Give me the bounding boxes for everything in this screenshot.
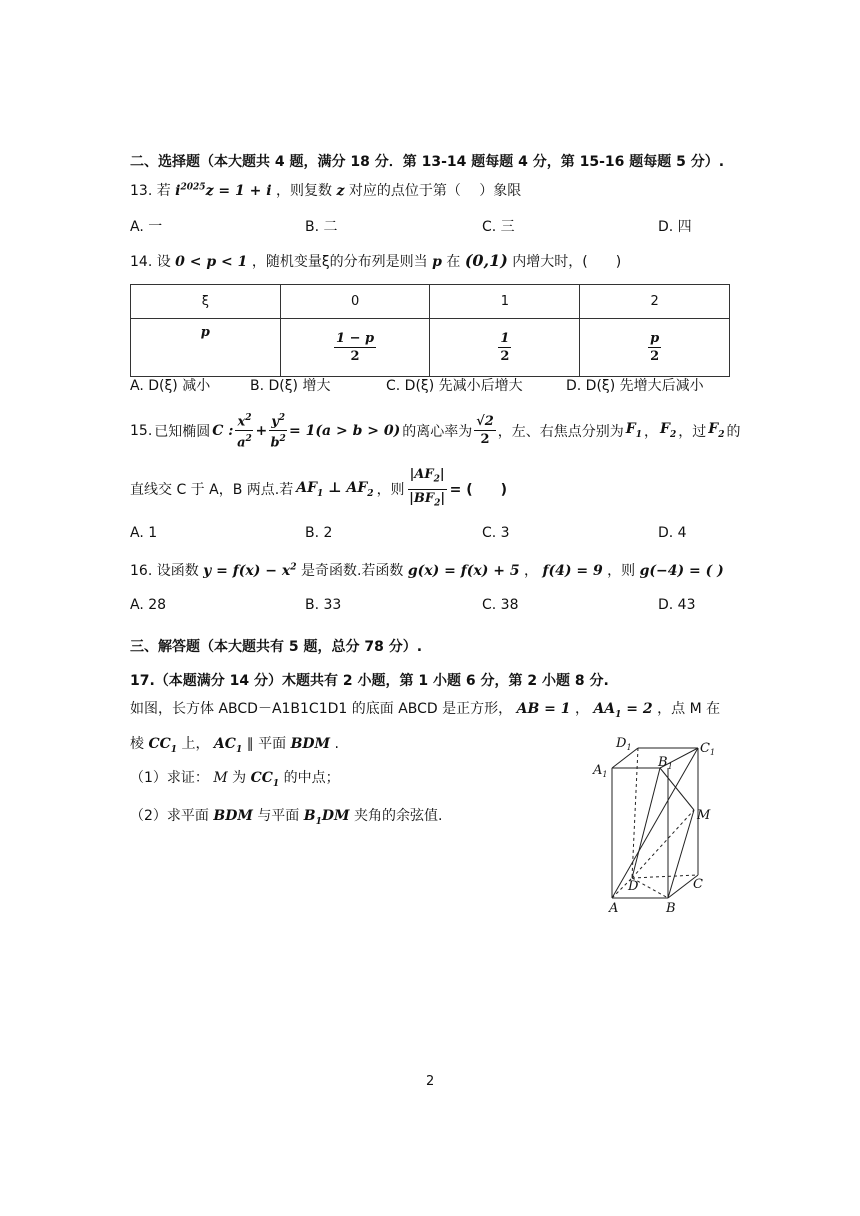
- q17-text: 棱: [130, 736, 144, 752]
- q14-option-c: C. D(ξ) 先减小后增大: [386, 378, 523, 394]
- q15-text: 直线交 C 于 A，B 两点.若: [130, 482, 294, 499]
- q15-text: ，则: [376, 482, 405, 499]
- q17-text: ，点 M 在: [657, 701, 721, 717]
- q16-text: 设函数: [156, 563, 199, 579]
- table-header-cell: 1: [430, 285, 580, 319]
- q15-plus: +: [255, 422, 268, 439]
- q15-line2: [130, 466, 507, 512]
- fraction-denominator: 2: [350, 349, 360, 364]
- page-number: 2: [426, 1074, 435, 1089]
- q16-number: 16.: [130, 563, 153, 579]
- q15-comma: ，: [644, 423, 659, 440]
- label-c1: $C_1$: [700, 741, 716, 757]
- q16-g-def: g(x) = f(x) + 5: [407, 563, 520, 579]
- q17-line1: [130, 698, 720, 720]
- q14-number: 14.: [130, 254, 153, 270]
- q15-focus-f2: $F_2$: [708, 421, 725, 441]
- q17-ac1: $AC_1$: [213, 736, 243, 755]
- section3-heading: 三、解答题（本大题共有 5 题，总分 78 分）.: [130, 639, 423, 655]
- section2-heading: 二、选择题（本大题共 4 题，满分 18 分．第 13-14 题每题 4 分，第 15-16 题每题 5 分）.: [130, 154, 725, 170]
- label-a1: $A_1$: [593, 763, 608, 779]
- q13-option-d: D. 四: [658, 219, 692, 235]
- q16-text: ，则: [607, 563, 636, 579]
- q17-text: （2）求平面: [130, 808, 209, 824]
- q17-b1dm: $B_1DM$: [303, 808, 350, 827]
- table-cell: [280, 319, 430, 377]
- q17-heading: 17.（本题满分 14 分）木题共有 2 小题，第 1 小题 6 分，第 2 小题 8 分.: [130, 673, 609, 689]
- label-d: D: [628, 879, 639, 894]
- table-cell: [580, 319, 730, 377]
- q14-condition: 0 < p < 1: [175, 254, 248, 270]
- q14-text: ，随机变量ξ的分布列是则当: [251, 254, 428, 270]
- q17-text: 的中点；: [283, 770, 340, 786]
- q15-text: 的离心率为: [402, 423, 473, 440]
- fraction-denominator: 2: [500, 349, 510, 364]
- q17-text: 上，: [181, 736, 210, 752]
- table-header-cell: 0: [280, 285, 430, 319]
- table-header-cell: ξ: [131, 285, 281, 319]
- q14-option-b: B. D(ξ) 增大: [250, 378, 331, 394]
- q16-function: $y = f(x) - x^2$: [203, 562, 297, 579]
- q16-stem: [130, 560, 724, 580]
- distribution-table: [130, 284, 730, 377]
- q16-query: g(−4) = ( ): [639, 563, 724, 579]
- q17-text: （1）求证：: [130, 770, 209, 786]
- q17-bdm: BDM: [213, 808, 253, 824]
- q14-var: p: [432, 254, 442, 270]
- fraction-denominator: 2: [650, 349, 660, 364]
- table-row: [131, 285, 730, 319]
- q15-option-d: D. 4: [658, 525, 687, 541]
- q15-perp: $AF_1$ ⊥ $AF_2$: [296, 479, 374, 499]
- fraction-numerator: 1 − p: [336, 331, 375, 346]
- q17-text: ∥ 平面: [246, 736, 287, 752]
- edge-a1d1: [612, 748, 638, 768]
- q14-interval: (0,1): [464, 251, 508, 270]
- q15-frac-y: $\frac{y^2}{b^2}$: [269, 410, 287, 452]
- q14-option-d: D. D(ξ) 先增大后减小: [566, 378, 704, 394]
- q17-text: 为: [232, 770, 247, 786]
- q17-text: 夹角的余弦值.: [353, 808, 443, 824]
- q13-equation: $i^{2025}z = 1 + i$: [175, 182, 272, 199]
- q15-option-a: A. 1: [130, 525, 158, 541]
- q15-equation-rest: = 1(a > b > 0): [289, 422, 401, 439]
- q14-text: 内增大时，( ): [512, 254, 622, 270]
- q17-cc1: $CC_1$: [148, 736, 178, 755]
- q13-stem: [130, 180, 521, 200]
- diagonal-ac1: [612, 748, 698, 898]
- q17-cc1: $CC_1$: [250, 770, 280, 789]
- q15-number: 15.: [130, 422, 153, 439]
- label-b: B: [666, 901, 676, 916]
- q17-line2: [130, 733, 339, 755]
- q13-text: 对应的点位于第（ ）象限: [348, 183, 522, 199]
- q16-text: ，: [524, 563, 539, 579]
- q14-stem: [130, 251, 621, 271]
- q15-eccentricity: $\frac{√2}{2}$: [476, 414, 494, 448]
- q13-var: z: [336, 183, 345, 199]
- q17-part2: [130, 805, 442, 827]
- q17-m: M: [213, 770, 228, 786]
- label-m: M: [697, 808, 711, 823]
- q13-option-c: C. 三: [482, 219, 515, 235]
- q15-option-c: C. 3: [482, 525, 510, 541]
- q15-text: ，左、右焦点分别为: [497, 423, 624, 440]
- q15-focus-f1: $F_1$: [625, 421, 643, 441]
- q15-option-b: B. 2: [305, 525, 333, 541]
- label-c: C: [693, 877, 703, 892]
- q16-option-a: A. 28: [130, 597, 167, 613]
- q15-focus-f2: $F_2$: [660, 421, 677, 441]
- q17-ab: AB = 1: [516, 701, 571, 717]
- table-row: [131, 319, 730, 377]
- q14-text: 在: [446, 254, 461, 270]
- q15-curve-name: C :: [212, 422, 234, 439]
- q16-f4: f(4) = 9: [542, 563, 603, 579]
- q15-text: ，过: [678, 423, 707, 440]
- edge-bm: [668, 810, 694, 898]
- edge-b1m: [660, 768, 694, 810]
- q15-text: 已知椭圆: [154, 423, 211, 440]
- q17-text: 如图，长方体 ABCD－A1B1C1D1 的底面 ABCD 是正方形，: [130, 701, 513, 717]
- label-b1: $B_1$: [658, 755, 673, 771]
- q13-text: 若: [156, 183, 171, 199]
- q15-stem: [130, 410, 740, 452]
- q14-option-a: A. D(ξ) 减小: [130, 378, 211, 394]
- fraction-numerator: 1: [500, 331, 510, 346]
- table-cell: [430, 319, 580, 377]
- hidden-edge-dc: [632, 875, 698, 878]
- q15-text: 的: [726, 423, 741, 440]
- q17-part1: [130, 767, 340, 789]
- q16-text: 是奇函数.若函数: [300, 563, 404, 579]
- q13-option-a: A. 一: [130, 219, 163, 235]
- q14-text: 设: [156, 254, 171, 270]
- label-a: A: [609, 901, 619, 916]
- q13-text: ，则复数: [275, 183, 332, 199]
- label-d1: $D_1$: [616, 736, 632, 752]
- cuboid-figure: [590, 730, 740, 920]
- q17-aa1: $AA_1 = 2$: [593, 701, 653, 720]
- q16-option-d: D. 43: [658, 597, 696, 613]
- q15-frac-x: $\frac{x^2}{a^2}$: [235, 410, 253, 452]
- q17-text: 与平面: [257, 808, 300, 824]
- q16-option-c: C. 38: [482, 597, 519, 613]
- q13-number: 13.: [130, 183, 153, 199]
- hidden-edge-dm: [632, 810, 694, 878]
- table-row-label: p: [131, 319, 281, 377]
- q16-option-b: B. 33: [305, 597, 342, 613]
- q17-bdm: BDM: [290, 736, 331, 752]
- fraction-numerator: p: [650, 331, 660, 346]
- q15-text: = ( ): [449, 482, 508, 499]
- q17-text: ，: [574, 701, 589, 717]
- q13-option-b: B. 二: [305, 219, 338, 235]
- q17-period: .: [334, 736, 339, 752]
- q15-ratio: $\frac{|AF_2|}{|BF_2|}$: [409, 467, 446, 509]
- table-header-cell: 2: [580, 285, 730, 319]
